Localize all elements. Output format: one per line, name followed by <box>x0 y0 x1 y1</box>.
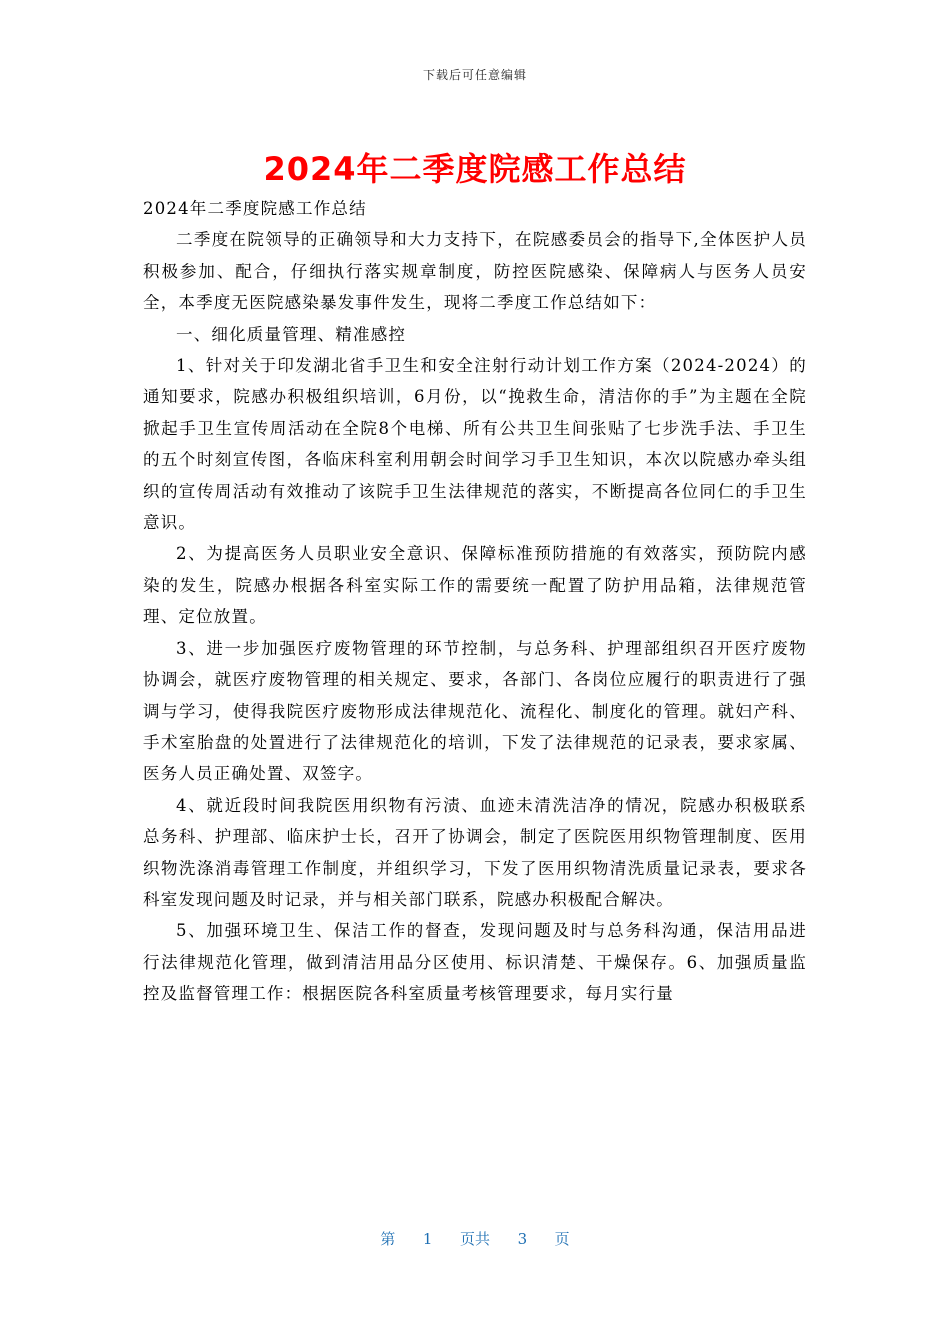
paragraph-item-5: 5、加强环境卫生、保洁工作的督查，发现问题及时与总务科沟通，保洁用品进行法律规范化管理，做到清洁用品分区使用、标识清楚、干燥保存。6、加强质量监控及监督管理工作：根据医院各科室质量考核管理要求，每月实行量 <box>143 921 807 1004</box>
paragraph-item-4: 4、就近段时间我院医用织物有污渍、血迹未清洗洁净的情况，院感办积极联系总务科、护理部、临床护士长，召开了协调会，制定了医院医用织物管理制度、医用织物洗涤消毒管理工作制度，并组织学习，下发了医用织物清洗质量记录表，要求各科室发现问题及时记录，并与相关部门联系，院感办积极配合解决。 <box>143 795 807 909</box>
paragraph-intro: 二季度在院领导的正确领导和大力支持下，在院感委员会的指导下,全体医护人员积极参加、配合，仔细执行落实规章制度，防控医院感染、保障病人与医务人员安全，本季度无医院感染暴发事件发生，现将二季度工作总结如下： <box>143 230 807 313</box>
paragraph-item-2: 2、为提高医务人员职业安全意识、保障标准预防措施的有效落实，预防院内感染的发生，院感办根据各科室实际工作的需要统一配置了防护用品箱，法律规范管理、定位放置。 <box>143 544 807 627</box>
current-page-number: 1 <box>422 1230 433 1248</box>
paragraph-item-1: 1、针对关于印发湖北省手卫生和安全注射行动计划工作方案（2024-2024）的通知要求，院感办积极组织培训，6月份，以“挽救生命，清洁你的手”为主题在全院掀起手卫生宣传周活动在全院8个电梯、所有公共卫生间张贴了七步洗手法、手卫生的五个时刻宣传图，各临床科室利用朝会时间学习手卫生知识，本次以院感办牵头组织的宣传周活动有效推动了该院手卫生法律规范的落实，不断提高各位同仁的手卫生意识。 <box>143 356 807 533</box>
page-footer <box>0 1228 950 1249</box>
paragraph-item-3: 3、进一步加强医疗废物管理的环节控制，与总务科、护理部组织召开医疗废物协调会，就医疗废物管理的相关规定、要求，各部门、各岗位应履行的职责进行了强调与学习，使得我院医疗废物形成法律规范化、流程化、制度化的管理。就妇产科、手术室胎盘的处置进行了法律规范化的培训，下发了法律规范的记录表，要求家属、医务人员正确处置、双签字。 <box>143 638 807 784</box>
header-note: 下载后可任意编辑 <box>422 68 527 82</box>
page-suffix: 页 <box>554 1230 570 1248</box>
total-pages-number: 3 <box>517 1230 528 1248</box>
document-body <box>143 193 807 1010</box>
page-middle: 页共 <box>459 1230 490 1248</box>
document-subtitle: 2024年二季度院感工作总结 <box>143 199 367 218</box>
document-title: 2024年二季度院感工作总结 <box>263 150 687 188</box>
section-heading-1: 一、细化质量管理、精准感控 <box>176 324 407 344</box>
page-prefix: 第 <box>380 1230 396 1248</box>
